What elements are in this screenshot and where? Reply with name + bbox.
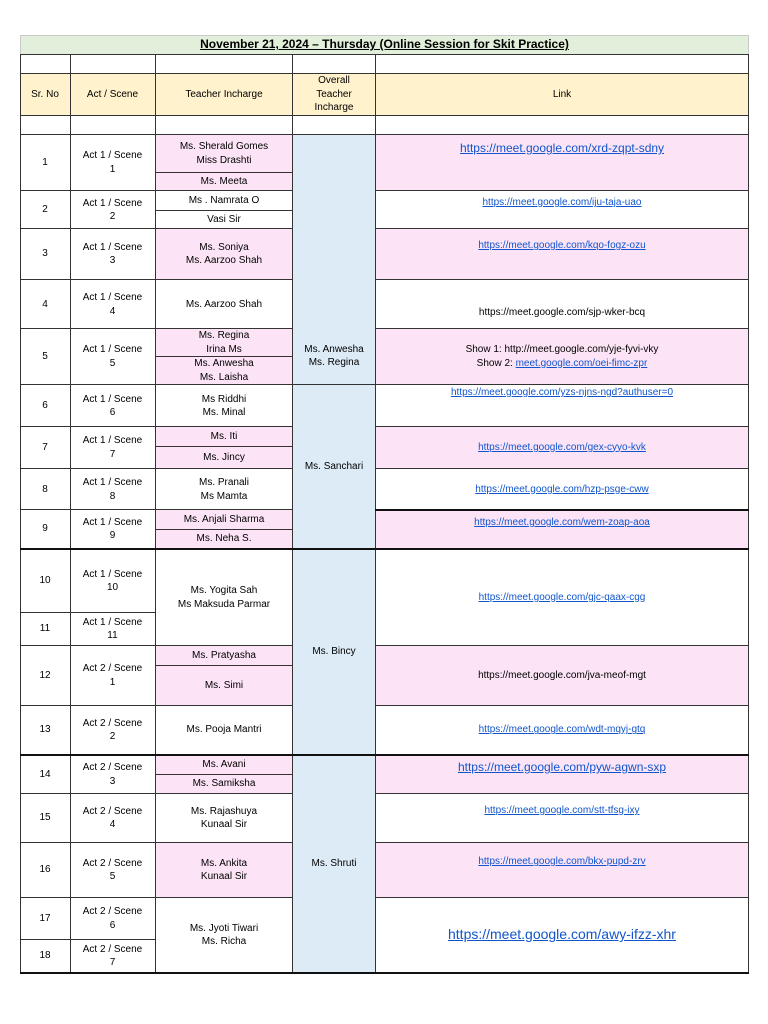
act-scene-cell — [70, 898, 155, 939]
scene-number: 1 — [109, 163, 116, 175]
teacher-cell — [155, 427, 293, 446]
teacher-name: Ms. Aarzoo Shah — [185, 255, 263, 266]
overall-teacher-cell — [293, 756, 375, 972]
sr-no-cell: 7 — [42, 441, 48, 453]
teacher-name: Ms Maksuda Parmar — [177, 598, 271, 610]
sr-no-cell: 13 — [39, 724, 51, 736]
teacher-name: Ms. Rajashuya — [190, 805, 258, 817]
teacher-cell — [155, 211, 293, 229]
act-label: Act 1 / Scene — [82, 197, 143, 209]
act-label: Act 2 / Scene — [82, 805, 143, 817]
overall-teacher-name: Ms. Shruti — [311, 858, 357, 870]
teacher-name: Ms. Iti — [210, 430, 238, 442]
scene-number: 6 — [109, 919, 116, 931]
meet-link[interactable]: https://meet.google.com/gjc-qaax-cgg — [478, 591, 646, 603]
scene-number: 1 — [109, 676, 116, 688]
show2-prefix: Show 2: — [476, 357, 516, 369]
teacher-cell — [155, 173, 293, 190]
act-label: Act 2 / Scene — [82, 906, 143, 917]
scene-number: 9 — [109, 530, 116, 541]
meet-link[interactable]: https://meet.google.com/kqo-fogz-ozu — [478, 240, 646, 251]
teacher-cell — [155, 280, 293, 329]
act-scene-cell — [70, 469, 155, 510]
act-label: Act 2 / Scene — [82, 663, 143, 674]
teacher-name: Ms Mamta — [200, 490, 248, 502]
gridline — [20, 972, 749, 974]
act-scene-cell — [70, 794, 155, 842]
link-cell — [375, 280, 749, 329]
sr-no-cell: 12 — [39, 669, 51, 681]
meet-link[interactable]: https://meet.google.com/xrd-zqpt-sdny — [459, 141, 665, 155]
teacher-cell — [155, 898, 293, 972]
teacher-cell — [155, 191, 293, 210]
act-scene-cell — [70, 940, 155, 972]
header-overall-line: Overall — [318, 75, 350, 87]
teacher-cell — [155, 646, 293, 665]
teacher-cell — [155, 135, 293, 172]
sr-no-cell: 11 — [39, 623, 51, 635]
teacher-name: Ms Riddhi — [201, 393, 247, 405]
link-cell — [375, 135, 749, 190]
act-label: Act 1 / Scene — [82, 393, 143, 405]
overall-teacher-name: Ms. Anwesha — [304, 343, 364, 355]
gridline — [20, 54, 749, 55]
header-teacher-incharge: Teacher Incharge — [185, 88, 263, 100]
act-scene-cell — [70, 510, 155, 548]
act-scene-cell — [70, 280, 155, 329]
act-scene-cell — [70, 756, 155, 793]
meet-link-text[interactable]: https://meet.google.com/sjp-wker-bcq — [478, 306, 646, 318]
sr-no-cell: 3 — [42, 248, 48, 260]
gridline — [20, 115, 749, 116]
teacher-name: Ms. Soniya — [199, 241, 249, 253]
act-label: Act 1 / Scene — [82, 477, 143, 488]
header-sr-no: Sr. No — [31, 88, 59, 100]
meet-link-text[interactable]: https://meet.google.com/jva-meof-mgt — [478, 669, 646, 681]
teacher-name: Kunaal Sir — [200, 871, 248, 882]
teacher-name: Ms. Anjali Sharma — [183, 513, 265, 525]
header-overall-teacher — [293, 74, 375, 115]
scene-number: 2 — [109, 211, 116, 222]
act-label: Act 1 / Scene — [82, 344, 143, 355]
meet-link[interactable]: https://meet.google.com/pyw-agwn-sxp — [457, 760, 667, 774]
link-cell — [375, 646, 749, 705]
teacher-name: Vasi Sir — [207, 214, 241, 226]
act-scene-cell — [70, 385, 155, 427]
scene-number: 11 — [107, 630, 118, 641]
meet-link[interactable]: https://meet.google.com/wdt-mqyj-gtq — [478, 724, 646, 736]
scene-number: 6 — [109, 407, 116, 418]
act-label: Act 2 / Scene — [82, 762, 143, 773]
scene-number: 3 — [109, 255, 116, 266]
link-cell — [375, 385, 749, 427]
teacher-cell — [155, 775, 293, 793]
teacher-name: Ms. Aarzoo Shah — [185, 298, 263, 310]
sr-no-cell: 8 — [42, 483, 48, 495]
teacher-cell — [155, 469, 293, 510]
sr-no-cell: 15 — [39, 812, 51, 824]
act-scene-cell — [70, 229, 155, 279]
teacher-name: Ms. Meeta — [200, 175, 248, 187]
teacher-cell — [155, 229, 293, 279]
teacher-name: Miss Drashti — [196, 154, 252, 166]
teacher-cell — [155, 447, 293, 468]
act-scene-cell — [70, 706, 155, 754]
act-label: Act 1 / Scene — [82, 150, 143, 161]
teacher-cell — [155, 706, 293, 754]
teacher-name: Ms. Richa — [201, 936, 247, 947]
act-scene-cell — [70, 613, 155, 645]
header-link: Link — [552, 88, 572, 100]
meet-link[interactable]: https://meet.google.com/bkx-pupd-zrv — [478, 856, 646, 867]
teacher-cell — [155, 357, 293, 384]
teacher-cell — [155, 530, 293, 548]
teacher-name: Ms. Samiksha — [192, 778, 256, 790]
sr-no-cell: 1 — [42, 156, 48, 168]
meet-link[interactable]: https://meet.google.com/stt-tfsg-ixy — [484, 805, 640, 816]
scene-number: 7 — [109, 448, 116, 460]
link-cell — [375, 229, 749, 279]
meet-link[interactable]: https://meet.google.com/gex-cyyo-kvk — [478, 441, 646, 453]
teacher-cell — [155, 329, 293, 356]
link-cell — [375, 427, 749, 468]
meet-link[interactable]: https://meet.google.com/awy-ifzz-xhr — [448, 926, 676, 943]
meet-link-text[interactable]: Show 1: http://meet.google.com/yje-fyvi-vky — [465, 344, 659, 355]
act-label: Act 2 / Scene — [82, 717, 143, 729]
sr-no-cell: 14 — [39, 768, 51, 780]
teacher-cell — [155, 756, 293, 774]
page-title: November 21, 2024 – Thursday (Online Session for Skit Practice) — [200, 37, 569, 52]
link-cell — [375, 706, 749, 754]
teacher-name: Irina Ms — [206, 343, 242, 355]
act-label: Act 1 / Scene — [82, 435, 143, 446]
scene-number: 8 — [109, 490, 116, 502]
scene-number: 5 — [109, 357, 116, 369]
teacher-name: Ms. Ankita — [200, 857, 248, 869]
teacher-name: Kunaal Sir — [200, 819, 248, 830]
show2-line — [477, 357, 648, 371]
scene-number: 3 — [109, 775, 116, 787]
act-scene-cell — [70, 550, 155, 612]
header-overall-line: Teacher — [316, 88, 352, 100]
teacher-name: Ms. Yogita Sah — [190, 585, 258, 596]
meet-link[interactable]: https://meet.google.com/yzs-njns-ngd?authuser=0 — [450, 387, 674, 398]
teacher-cell — [155, 794, 293, 842]
header-act-scene: Act / Scene — [86, 88, 139, 100]
act-scene-cell — [70, 329, 155, 384]
header-overall-line: Incharge — [314, 102, 354, 114]
sr-no-cell: 16 — [39, 864, 51, 876]
scene-number: 5 — [109, 871, 116, 882]
act-scene-cell — [70, 135, 155, 190]
overall-teacher-name: Ms. Regina — [308, 357, 360, 368]
link-cell — [375, 469, 749, 510]
link-cell — [375, 898, 749, 972]
sr-no-cell: 4 — [42, 298, 48, 310]
sr-no-cell: 17 — [39, 912, 51, 924]
sr-no-cell: 2 — [42, 204, 48, 216]
act-scene-cell — [70, 843, 155, 897]
teacher-cell — [155, 666, 293, 705]
meet-link[interactable]: https://meet.google.com/wem-zoap-aoa — [474, 517, 650, 528]
teacher-name: Ms. Anwesha — [194, 358, 254, 369]
meet-link[interactable]: meet.google.com/oei-fimc-zpr — [515, 357, 648, 369]
teacher-name: Ms. Jyoti Tiwari — [189, 922, 259, 934]
link-cell — [375, 329, 749, 384]
link-cell — [375, 511, 749, 548]
act-scene-cell — [70, 191, 155, 229]
act-label: Act 2 / Scene — [82, 857, 143, 869]
teacher-name: Ms. Regina — [198, 330, 250, 341]
teacher-name: Ms. Laisha — [199, 371, 249, 383]
sr-no-cell: 5 — [42, 350, 48, 362]
act-label: Act 2 / Scene — [82, 943, 143, 955]
link-cell — [375, 794, 749, 842]
teacher-name: Ms . Namrata O — [188, 194, 260, 206]
teacher-name: Ms. Pooja Mantri — [186, 724, 262, 736]
meet-link[interactable]: https://meet.google.com/hzp-psge-cww — [475, 483, 649, 495]
meet-link[interactable]: https://meet.google.com/iju-taja-uao — [482, 197, 642, 208]
teacher-name: Ms. Avani — [202, 759, 246, 771]
act-label: Act 1 / Scene — [82, 241, 143, 253]
scene-number: 4 — [109, 819, 116, 830]
teacher-cell — [155, 843, 293, 897]
overall-teacher-name: Ms. Sanchari — [304, 460, 364, 472]
act-scene-cell — [70, 646, 155, 705]
sr-no-cell: 18 — [39, 950, 51, 962]
overall-teacher-cell — [293, 385, 375, 548]
teacher-cell — [155, 385, 293, 427]
teacher-name: Ms. Neha S. — [196, 533, 252, 545]
teacher-name: Ms. Minal — [202, 407, 246, 418]
overall-teacher-cell — [293, 550, 375, 754]
teacher-cell — [155, 510, 293, 529]
teacher-cell — [155, 550, 293, 645]
scene-number: 2 — [109, 731, 116, 742]
overall-teacher-name: Ms. Bincy — [312, 646, 356, 658]
teacher-name: Ms. Pranali — [198, 477, 249, 488]
link-cell — [375, 191, 749, 229]
act-label: Act 1 / Scene — [82, 516, 143, 528]
scene-number: 4 — [109, 305, 116, 317]
teacher-name: Ms. Pratyasha — [192, 649, 256, 661]
scene-number: 10 — [106, 582, 119, 593]
sr-no-cell: 10 — [39, 575, 51, 587]
teacher-name: Ms. Jincy — [203, 451, 245, 463]
act-label: Act 1 / Scene — [82, 568, 143, 580]
scene-number: 7 — [109, 957, 116, 968]
act-label: Act 1 / Scene — [82, 292, 143, 303]
sr-no-cell: 9 — [42, 523, 48, 535]
link-cell — [375, 756, 749, 793]
act-label: Act 1 / Scene — [82, 616, 143, 628]
sr-no-cell: 6 — [42, 400, 48, 412]
act-scene-cell — [70, 427, 155, 468]
link-cell — [375, 550, 749, 645]
teacher-name: Ms. Simi — [204, 679, 244, 691]
teacher-name: Ms. Sherald Gomes — [179, 141, 269, 152]
link-cell — [375, 843, 749, 897]
